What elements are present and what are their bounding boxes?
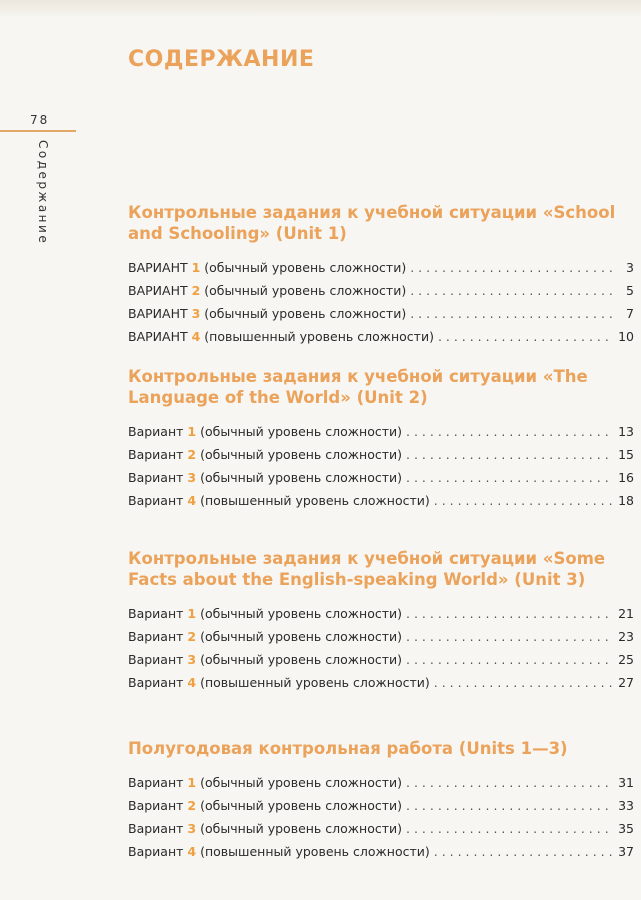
variant-prefix: Вариант [128,629,184,644]
page-ref: 13 [618,424,634,439]
entry-label [128,794,402,817]
difficulty-desc: (обычный уровень сложности) [200,629,403,644]
dot-leader [434,671,612,694]
variant-number: 4 [187,493,197,508]
variant-number: 3 [187,470,197,485]
variant-prefix: Вариант [128,775,184,790]
toc-entry[interactable] [128,420,634,443]
variant-number: 2 [191,283,201,298]
difficulty-desc: (повышенный уровень сложности) [200,844,430,859]
variant-number: 3 [187,821,197,836]
variant-number: 1 [187,424,197,439]
toc-section [128,366,634,512]
toc-entry[interactable] [128,625,634,648]
variant-prefix: Вариант [128,424,184,439]
dot-leader [406,771,612,794]
difficulty-desc: (обычный уровень сложности) [200,798,403,813]
toc-entry[interactable] [128,443,634,466]
page-ref: 10 [618,329,634,344]
section-heading: Полугодовая контрольная работа (Units 1—3) [128,739,568,758]
toc-entry[interactable] [128,256,634,279]
entry-label [128,325,434,348]
variant-prefix: Вариант [128,447,184,462]
dot-leader [406,466,612,489]
variant-number: 2 [187,798,197,813]
difficulty-desc: (обычный уровень сложности) [204,260,407,275]
variant-prefix: Вариант [128,606,184,621]
entry-label [128,771,402,794]
toc-entry[interactable] [128,302,634,325]
header-rule [0,130,76,132]
entry-label [128,817,402,840]
toc-entry[interactable] [128,648,634,671]
variant-number: 4 [187,844,197,859]
difficulty-desc: (повышенный уровень сложности) [200,675,430,690]
toc-entry[interactable] [128,279,634,302]
variant-prefix: Вариант [128,470,184,485]
toc-section [128,202,634,348]
page-ref: 7 [626,306,634,321]
dot-leader [406,625,612,648]
difficulty-desc: (обычный уровень сложности) [200,470,403,485]
toc-entry[interactable] [128,325,634,348]
toc-entry[interactable] [128,817,634,840]
page-ref: 23 [618,629,634,644]
variant-number: 3 [191,306,201,321]
dot-leader [410,302,612,325]
page-ref: 35 [618,821,634,836]
variant-prefix: Вариант [128,652,184,667]
toc-entry[interactable] [128,671,634,694]
difficulty-desc: (повышенный уровень сложности) [204,329,434,344]
toc-entry[interactable] [128,771,634,794]
page-ref: 21 [618,606,634,621]
variant-prefix: ВАРИАНТ [128,329,188,344]
difficulty-desc: (обычный уровень сложности) [200,775,403,790]
variant-prefix: Вариант [128,798,184,813]
toc-entry[interactable] [128,602,634,625]
page-ref: 27 [618,675,634,690]
toc-entry[interactable] [128,840,634,863]
toc-section [128,548,634,694]
difficulty-desc: (обычный уровень сложности) [200,606,403,621]
toc-entry[interactable] [128,489,634,512]
variant-number: 1 [191,260,201,275]
variant-number: 2 [187,629,197,644]
variant-prefix: ВАРИАНТ [128,306,188,321]
variant-prefix: Вариант [128,821,184,836]
variant-prefix: Вариант [128,844,184,859]
section-heading: Контрольные задания к учебной ситуации «Some Facts about the English-speaking World» (Unit 3) [128,549,606,589]
variant-prefix: Вариант [128,493,184,508]
entry-label [128,489,430,512]
variant-prefix: Вариант [128,675,184,690]
entry-label [128,840,430,863]
page-ref: 16 [618,470,634,485]
difficulty-desc: (обычный уровень сложности) [204,306,407,321]
entry-label [128,625,402,648]
dot-leader [434,840,612,863]
page-ref: 15 [618,447,634,462]
variant-number: 4 [191,329,201,344]
toc-entry[interactable] [128,794,634,817]
variant-number: 1 [187,775,197,790]
variant-number: 2 [187,447,197,462]
variant-number: 4 [187,675,197,690]
difficulty-desc: (повышенный уровень сложности) [200,493,430,508]
toc-section [128,738,634,863]
page-number: 78 [30,113,50,127]
page-ref: 18 [618,493,634,508]
dot-leader [410,279,612,302]
entry-label [128,443,402,466]
entry-label [128,420,402,443]
dot-leader [406,648,612,671]
running-head: Содержание [36,140,50,246]
variant-prefix: ВАРИАНТ [128,283,188,298]
page-title: СОДЕРЖАНИЕ [128,47,315,72]
dot-leader [406,420,612,443]
toc-entry[interactable] [128,466,634,489]
page-ref: 37 [618,844,634,859]
entry-label [128,648,402,671]
page-ref: 5 [626,283,634,298]
variant-number: 3 [187,652,197,667]
difficulty-desc: (обычный уровень сложности) [204,283,407,298]
variant-prefix: ВАРИАНТ [128,260,188,275]
dot-leader [406,443,612,466]
entry-label [128,256,406,279]
dot-leader [406,602,612,625]
difficulty-desc: (обычный уровень сложности) [200,424,403,439]
difficulty-desc: (обычный уровень сложности) [200,447,403,462]
dot-leader [406,817,612,840]
entry-label [128,671,430,694]
page-ref: 3 [626,260,634,275]
dot-leader [410,256,612,279]
dot-leader [434,489,612,512]
entry-label [128,466,402,489]
difficulty-desc: (обычный уровень сложности) [200,821,403,836]
difficulty-desc: (обычный уровень сложности) [200,652,403,667]
entry-label [128,602,402,625]
page-ref: 31 [618,775,634,790]
dot-leader [438,325,612,348]
variant-number: 1 [187,606,197,621]
page-ref: 33 [618,798,634,813]
page-top-shadow [0,0,641,18]
section-heading: Контрольные задания к учебной ситуации «School and Schooling» (Unit 1) [128,203,616,243]
entry-label [128,279,406,302]
entry-label [128,302,406,325]
section-heading: Контрольные задания к учебной ситуации «The Language of the World» (Unit 2) [128,367,588,407]
dot-leader [406,794,612,817]
page-ref: 25 [618,652,634,667]
